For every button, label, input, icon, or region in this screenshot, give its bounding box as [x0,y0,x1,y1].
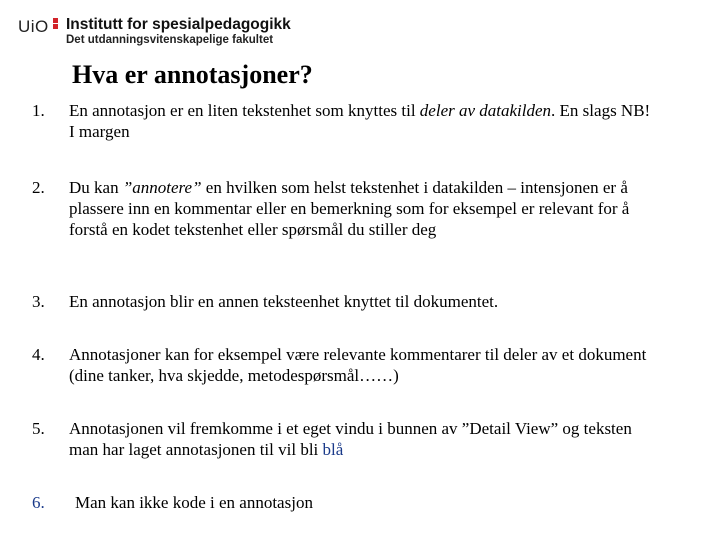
item-text: Du kan ”annotere” en hvilken som helst tekstenhet i datakilden – intensjonen er å plassere inn en kommentar eller en bemerkning som for eksempel er relevant for å forstå en kodet tekstenhet eller spørsmål du stiller deg [69,178,630,239]
item-number: 5. [32,419,45,438]
item-text: En annotasjon blir en annen teksteenhet knyttet til dokumentet. [69,292,499,311]
page-title: Hva er annotasjoner? [72,60,313,89]
item-number: 6. [32,493,45,512]
item-text: Annotasjoner kan for eksempel være relevante kommentarer til deler av et dokument (dine tanker, hva skjedde, metodespørsmål……) [69,345,647,385]
seal-icon [53,18,60,35]
institute-name: Institutt for spesialpedagogikk [66,16,291,33]
item-text: Annotasjonen vil fremkomme i et eget vindu i bunnen av ”Detail View” og teksten man har laget annotasjonen til vil bli blå [69,419,632,459]
item-number: 2. [32,178,45,197]
blue-word: blå [322,440,344,459]
item-text: Man kan ikke kode i en annotasjon [75,493,313,512]
item-text: En annotasjon er en liten tekstenhet som knyttes til deler av datakilden. En slags NB! I margen [69,101,651,141]
item-number: 1. [32,101,45,120]
item-number: 4. [32,345,45,364]
item-number: 3. [32,292,45,311]
faculty-name: Det utdanningsvitenskapelige fakultet [66,34,274,46]
uio-logo: UiO [18,17,49,36]
